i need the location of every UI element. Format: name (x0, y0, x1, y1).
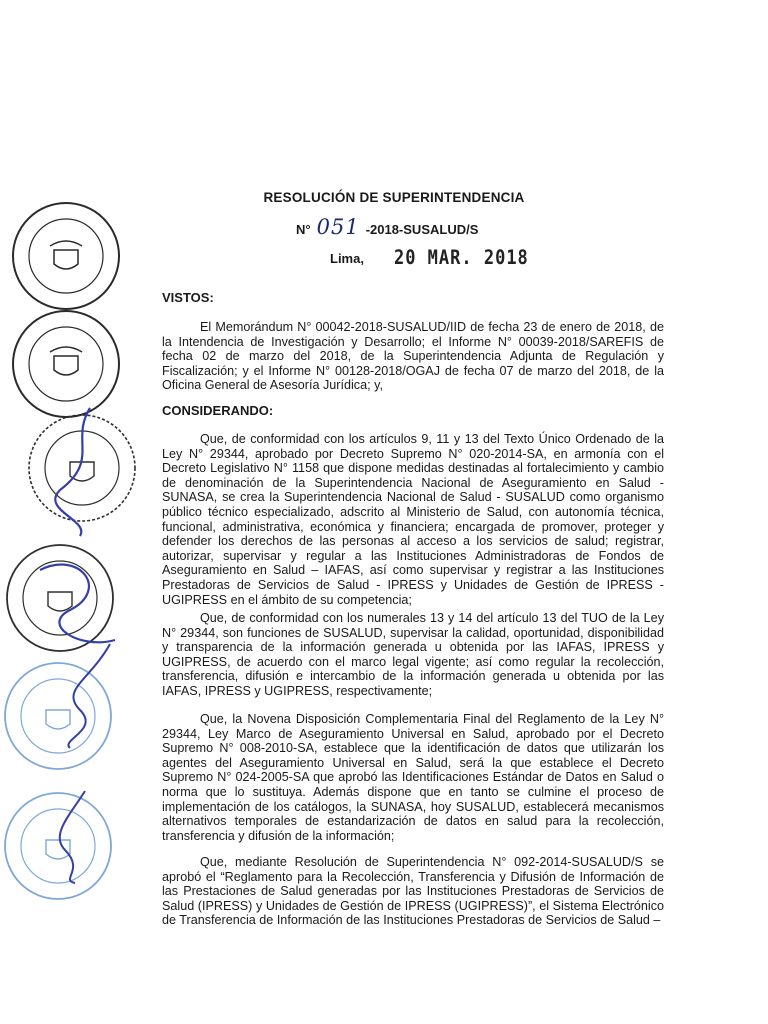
considerando-heading: CONSIDERANDO: (162, 403, 274, 418)
signature-4-icon (30, 785, 110, 885)
vistos-heading: VISTOS: (162, 290, 214, 305)
date-stamp: 20 MAR. 2018 (393, 246, 529, 270)
date-line (330, 248, 529, 268)
paragraph-considerando-1: Que, de conformidad con los artículos 9, 11 y 13 del Texto Único Ordenado de la Ley N° 29344, aprobado por Decreto Supremo N° 020-2014-SA, en armonía con el Decreto Legislativo N° 1158 que dispone medidas destinadas al fortalecimiento y cambio de denominación de la Superintendencia Nacional de Aseguramiento en Salud - SUNASA, se crea la Superintendencia Nacional de Salud - SUSALUD como organismo público técnico especializado, adscrito al Ministerio de Salud, con autonomía técnica, funcional, administrativa, económica y financiera; encargada de promover, proteger y defender los derechos de las personas al acceso a los servicios de salud; registrar, autorizar, supervisar y regular a las Instituciones Administradoras de Fondos de Aseguramiento en Salud – IAFAS, así como supervisar y registrar a las Instituciones Prestadoras de Servicios de Salud - IPRESS y Unidades de Gestión de IPRESS - UGIPRESS en el ámbito de su competencia; (162, 432, 664, 607)
paragraph-considerando-2: Que, de conformidad con los numerales 13 y 14 del artículo 13 del TUO de la Ley N° 29344, son funciones de SUSALUD, supervisar la calidad, oportunidad, disponibilidad y transparencia de la información generada u obtenida por las IAFAS, IPRESS y UGIPRESS, de acuerdo con el marco legal vigente; así como regular la recolección, transferencia, difusión e intercambio de la información generada u obtenida por las IAFAS, IPRESS y UGIPRESS, respectivamente; (162, 611, 664, 698)
signature-3-icon (40, 640, 120, 750)
document-title: RESOLUCIÓN DE SUPERINTENDENCIA (263, 190, 525, 205)
paragraph-considerando-3: Que, la Novena Disposición Complementaria Final del Reglamento de la Ley N° 29344, Ley Marco de Aseguramiento Universal en Salud, aprobado por el Decreto Supremo N° 008-2010-SA, establece que la identificación de datos que utilizarán los agentes del Aseguramiento Universal en Salud, será la que establece el Decreto Supremo N° 024-2005-SA que aprobó las Identificaciones Estándar de Datos en Salud o norma que lo sustituya. Además dispone que en tanto se culmine el proceso de implementación de los catálogos, la SUNASA, hoy SUSALUD, establecerá mecanismos alternativos temporales de estandarización de datos en salud para la recolección, transferencia y difusión de la información; (162, 712, 664, 843)
resolution-number (296, 215, 478, 239)
handwritten-number: 051 (316, 215, 360, 239)
number-suffix: -2018-SUSALUD/S (365, 222, 479, 237)
seal-superintendente (10, 200, 122, 312)
signature-1-icon (30, 400, 130, 540)
paragraph-vistos: El Memorándum N° 00042-2018-SUSALUD/IID de fecha 23 de enero de 2018, de la Intendencia de Investigación y Desarrollo; el Informe N° 00039-2018/SAREFIS de fecha 02 de marzo del 2018, de la Superintendencia Adjunta de Regulación y Fiscalización; y el Informe N° 00128-2018/OGAJ de fecha 07 de marzo del 2018, de la Oficina General de Asesoría Jurídica; y, (162, 320, 664, 393)
city-label: Lima, (330, 251, 364, 266)
paragraph-considerando-4: Que, mediante Resolución de Superintendencia N° 092-2014-SUSALUD/S se aprobó el “Reglamento para la Recolección, Transferencia y Difusión de Información de las Prestaciones de Salud generadas por las Instituciones Prestadoras de Servicios de Salud (IPRESS) y Unidades de Gestión de IPRESS (UGIPRESS)”, el Sistema Electrónico de Transferencia de Información de las Instituciones Prestadoras de Servicios de Salud – (162, 855, 664, 928)
seal-emblem-icon (10, 200, 122, 312)
number-prefix: N° (296, 222, 311, 237)
